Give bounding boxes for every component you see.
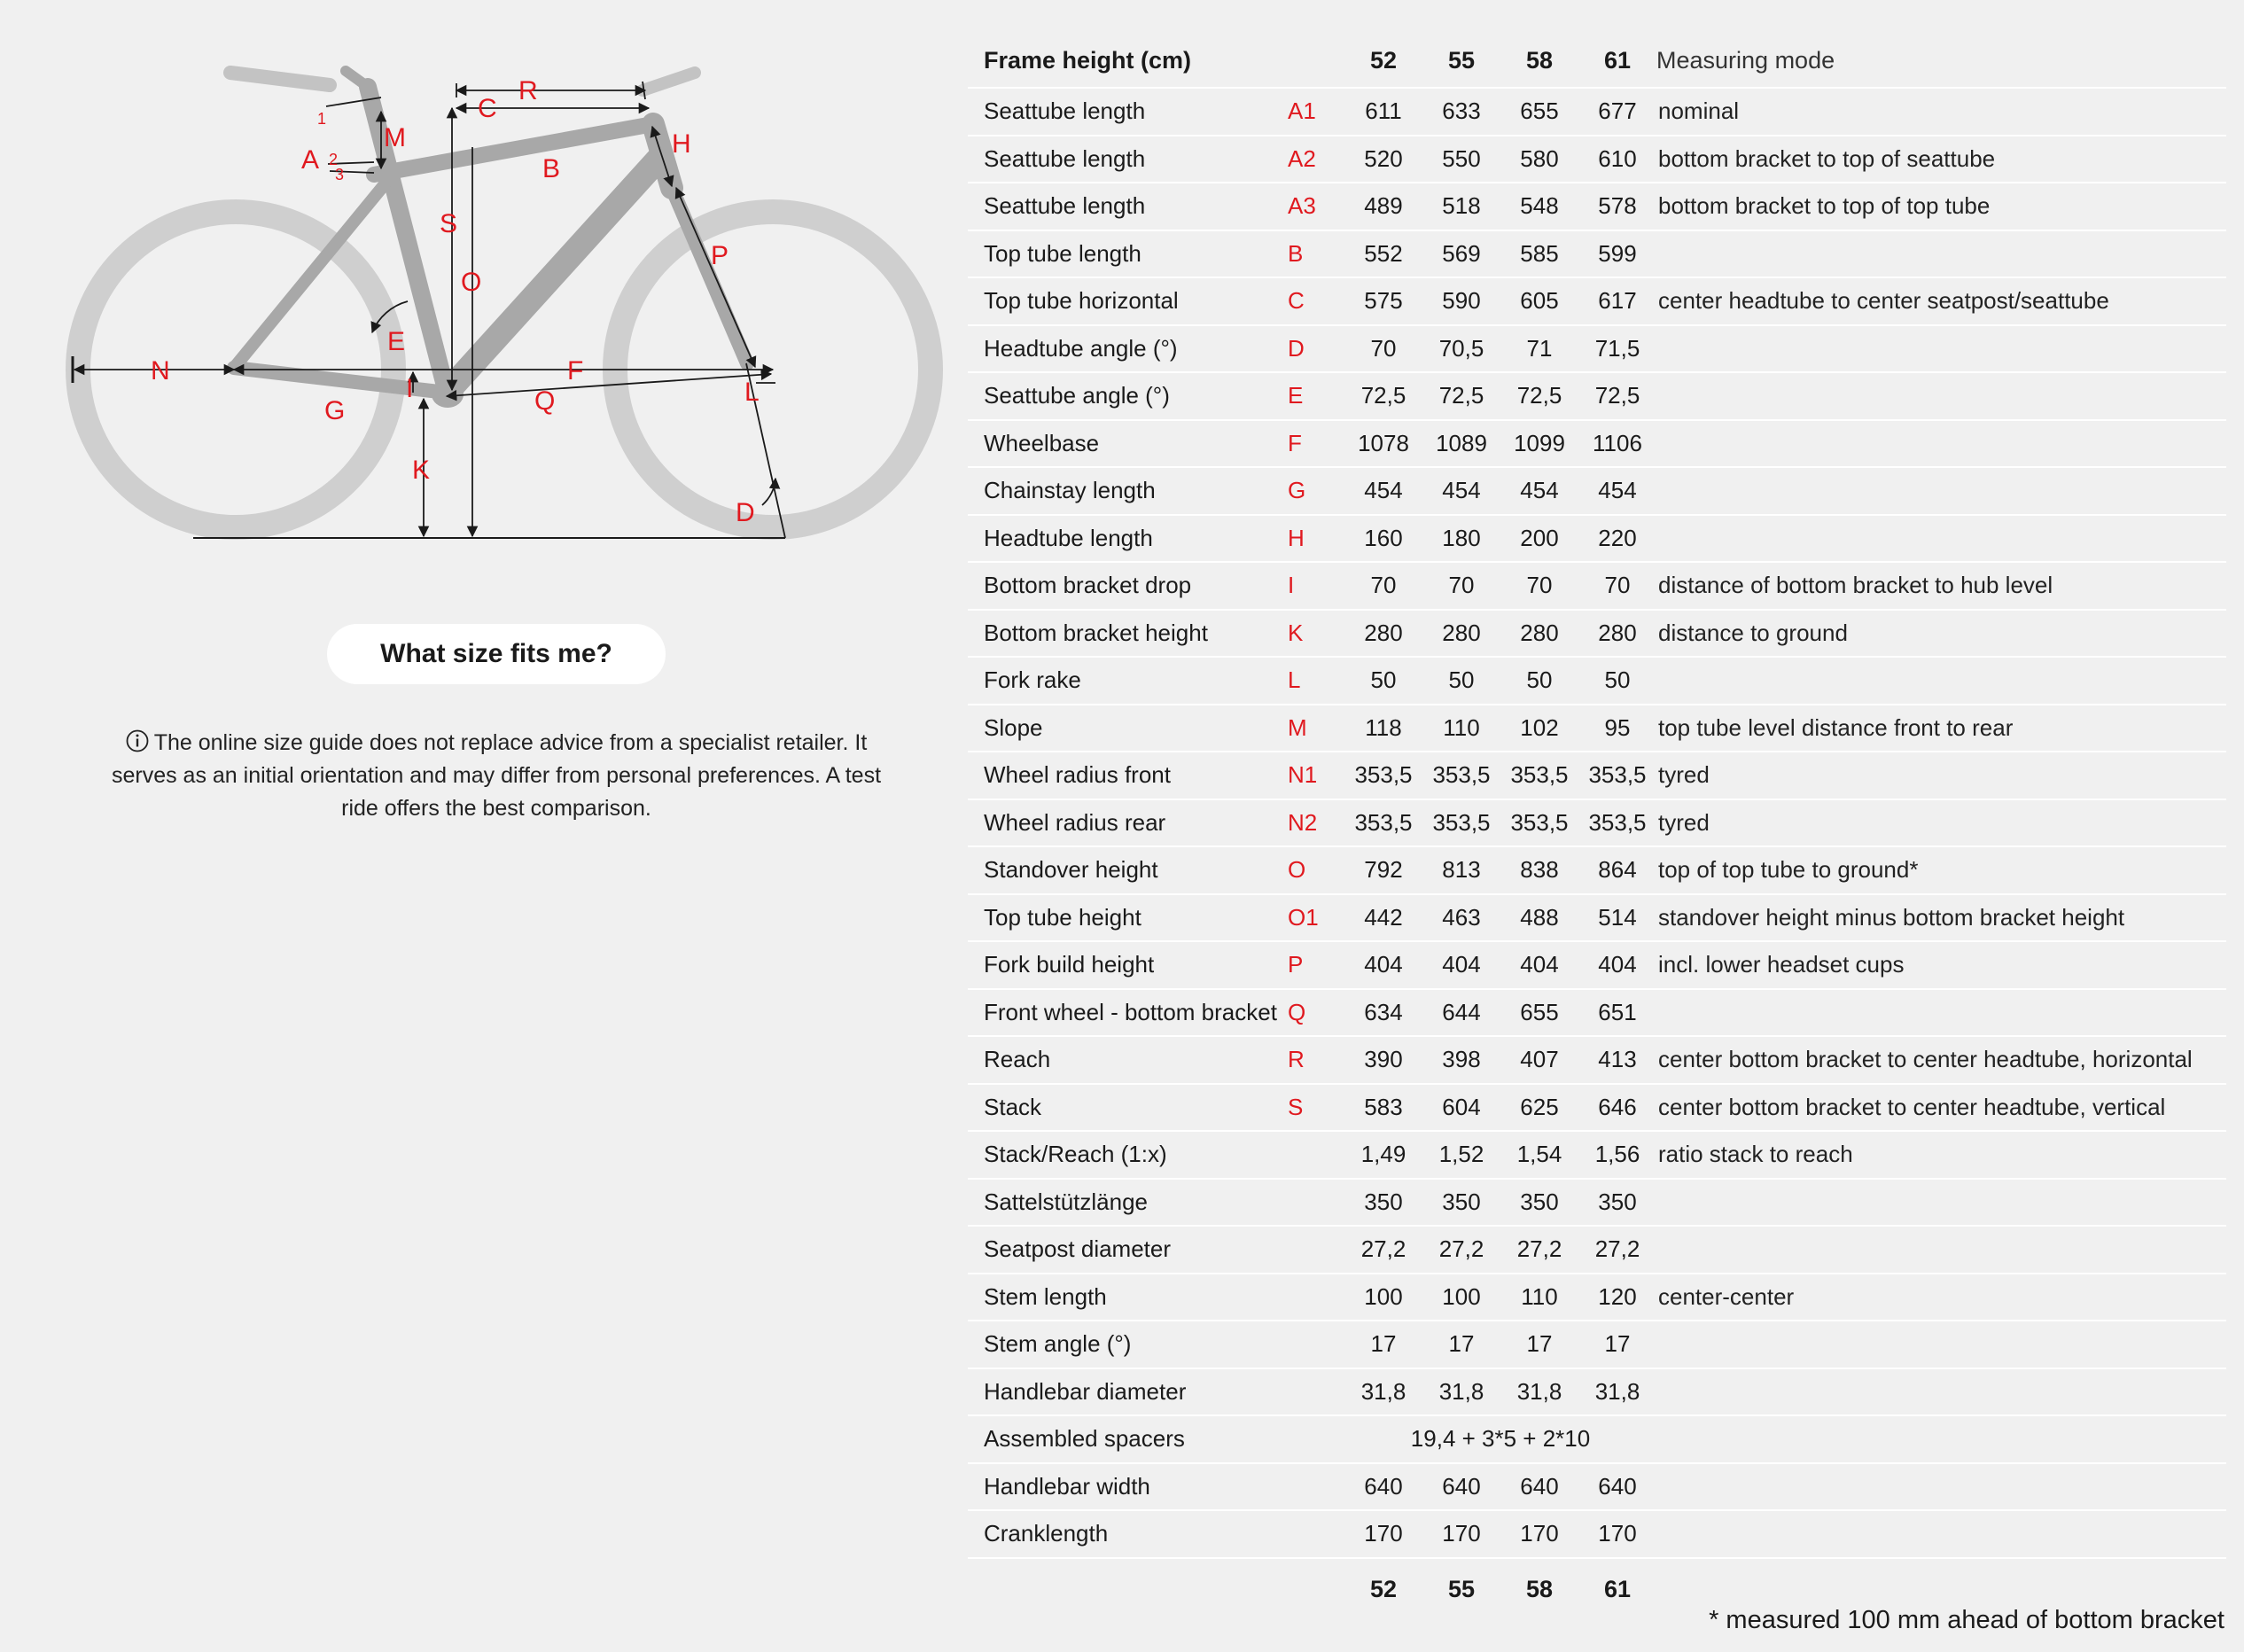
- label-g: G: [324, 396, 346, 425]
- row-name: Seatpost diameter: [968, 1226, 1288, 1274]
- frame-height-header: Frame height (cm): [968, 34, 1288, 88]
- table-row: [968, 1368, 2226, 1416]
- row-name: Front wheel - bottom bracket: [968, 989, 1288, 1037]
- label-i: I: [406, 374, 414, 403]
- footnote: * measured 100 mm ahead of bottom bracket: [1709, 1606, 2225, 1634]
- row-name: Handlebar width: [968, 1463, 1288, 1511]
- row-name: Headtube angle (°): [968, 325, 1288, 373]
- row-value: 677: [1578, 88, 1656, 136]
- row-value: 102: [1500, 705, 1578, 752]
- bike-geometry-diagram: [53, 35, 957, 549]
- row-measuring-mode: tyred: [1656, 799, 2226, 847]
- label-p: P: [711, 241, 729, 270]
- label-k: K: [412, 456, 431, 485]
- row-measuring-mode: [1656, 1368, 2226, 1416]
- row-value: 353,5: [1422, 799, 1500, 847]
- label-q: Q: [534, 386, 556, 416]
- row-value: 280: [1344, 610, 1422, 658]
- row-value: 17: [1578, 1321, 1656, 1368]
- label-m: M: [384, 123, 406, 152]
- row-name: Wheel radius rear: [968, 799, 1288, 847]
- table-row: [968, 799, 2226, 847]
- row-value: 1,52: [1422, 1131, 1500, 1179]
- row-value: 353,5: [1344, 752, 1422, 799]
- table-row: [968, 136, 2226, 183]
- row-name: Sattelstützlänge: [968, 1179, 1288, 1227]
- table-row: [968, 894, 2226, 942]
- row-code: O: [1288, 846, 1344, 894]
- row-name: Stack: [968, 1084, 1288, 1132]
- row-value: 404: [1500, 941, 1578, 989]
- row-value: 70: [1344, 325, 1422, 373]
- row-name: Chainstay length: [968, 467, 1288, 515]
- row-value: 350: [1578, 1179, 1656, 1227]
- row-value: 569: [1422, 230, 1500, 278]
- row-value: 160: [1344, 515, 1422, 563]
- row-value: 640: [1500, 1463, 1578, 1511]
- table-row: [968, 1226, 2226, 1274]
- measuring-mode-header: Measuring mode: [1656, 34, 2226, 88]
- table-row: [968, 1036, 2226, 1084]
- row-code: [1288, 1415, 1344, 1463]
- row-value: 634: [1344, 989, 1422, 1037]
- row-value: 404: [1422, 941, 1500, 989]
- row-name: Stem angle (°): [968, 1321, 1288, 1368]
- row-value: 1106: [1578, 420, 1656, 468]
- row-value: 514: [1578, 894, 1656, 942]
- row-name: Stack/Reach (1:x): [968, 1131, 1288, 1179]
- row-name: Bottom bracket height: [968, 610, 1288, 658]
- row-value: 280: [1578, 610, 1656, 658]
- row-value: 72,5: [1500, 372, 1578, 420]
- row-measuring-mode: bottom bracket to top of top tube: [1656, 183, 2226, 230]
- row-measuring-mode: [1656, 657, 2226, 705]
- label-o: O: [461, 268, 482, 297]
- row-code: M: [1288, 705, 1344, 752]
- row-value: 170: [1344, 1510, 1422, 1558]
- row-measuring-mode: [1656, 1463, 2226, 1511]
- row-value: 520: [1344, 136, 1422, 183]
- geometry-table: [968, 34, 2226, 1621]
- row-value: 1,54: [1500, 1131, 1578, 1179]
- row-code: Q: [1288, 989, 1344, 1037]
- row-value: 170: [1500, 1510, 1578, 1558]
- row-value: 575: [1344, 277, 1422, 325]
- row-name: Seattube length: [968, 88, 1288, 136]
- table-row: [968, 610, 2226, 658]
- size-header: 55: [1422, 34, 1500, 88]
- size-footer: 55: [1447, 1576, 1476, 1602]
- row-code: H: [1288, 515, 1344, 563]
- row-code: A1: [1288, 88, 1344, 136]
- row-measuring-mode: tyred: [1656, 752, 2226, 799]
- table-row: [968, 705, 2226, 752]
- row-value: 280: [1422, 610, 1500, 658]
- label-a-sub2: 2: [329, 151, 339, 168]
- row-value: 864: [1578, 846, 1656, 894]
- row-value: 644: [1422, 989, 1500, 1037]
- disclaimer-text: The online size guide does not replace advice from a specialist retailer. It serves as an initial orientation and may differ from personal preferences. A test ride offers the best comparison.: [111, 730, 882, 821]
- row-value: 72,5: [1422, 372, 1500, 420]
- row-value: 604: [1422, 1084, 1500, 1132]
- label-r: R: [518, 76, 538, 105]
- row-code: N1: [1288, 752, 1344, 799]
- row-value: 350: [1500, 1179, 1578, 1227]
- row-value: 170: [1578, 1510, 1656, 1558]
- row-value: 610: [1578, 136, 1656, 183]
- row-value: 110: [1422, 705, 1500, 752]
- row-measuring-mode: ratio stack to reach: [1656, 1131, 2226, 1179]
- row-code: [1288, 1368, 1344, 1416]
- row-code: E: [1288, 372, 1344, 420]
- row-value: 590: [1422, 277, 1500, 325]
- row-value: 70: [1500, 562, 1578, 610]
- row-value: 454: [1344, 467, 1422, 515]
- table-row: [968, 325, 2226, 373]
- row-name: Wheel radius front: [968, 752, 1288, 799]
- table-row: [968, 1321, 2226, 1368]
- info-icon: [126, 729, 149, 752]
- row-code: C: [1288, 277, 1344, 325]
- row-name: Headtube length: [968, 515, 1288, 563]
- row-name: Seattube length: [968, 136, 1288, 183]
- row-value: 70: [1344, 562, 1422, 610]
- label-a-sub1: 1: [317, 110, 327, 128]
- row-value: 17: [1344, 1321, 1422, 1368]
- row-value: 413: [1578, 1036, 1656, 1084]
- row-name: Slope: [968, 705, 1288, 752]
- table-row: [968, 183, 2226, 230]
- row-measuring-mode: [1656, 325, 2226, 373]
- label-f: F: [567, 356, 584, 386]
- label-c: C: [478, 94, 497, 123]
- size-header: 58: [1500, 34, 1578, 88]
- row-value: 170: [1422, 1510, 1500, 1558]
- row-value: 50: [1500, 657, 1578, 705]
- row-value: 27,2: [1578, 1226, 1656, 1274]
- row-value: 100: [1344, 1274, 1422, 1321]
- row-value: 350: [1422, 1179, 1500, 1227]
- row-measuring-mode: bottom bracket to top of seattube: [1656, 136, 2226, 183]
- row-value: 578: [1578, 183, 1656, 230]
- row-measuring-mode: center bottom bracket to center headtube, horizontal: [1656, 1036, 2226, 1084]
- row-value: 31,8: [1500, 1368, 1578, 1416]
- table-row: [968, 752, 2226, 799]
- row-measuring-mode: [1656, 1179, 2226, 1227]
- row-code: R: [1288, 1036, 1344, 1084]
- row-value: 71,5: [1578, 325, 1656, 373]
- table-row: [968, 1179, 2226, 1227]
- row-name: Fork build height: [968, 941, 1288, 989]
- row-code: [1288, 1510, 1344, 1558]
- table-row: [968, 1510, 2226, 1558]
- label-d: D: [736, 498, 755, 527]
- row-value: 463: [1422, 894, 1500, 942]
- row-value: 17: [1422, 1321, 1500, 1368]
- row-value: 70: [1422, 562, 1500, 610]
- row-name: Top tube length: [968, 230, 1288, 278]
- row-measuring-mode: [1656, 1510, 2226, 1558]
- table-row: [968, 562, 2226, 610]
- row-name: Cranklength: [968, 1510, 1288, 1558]
- row-value: 454: [1578, 467, 1656, 515]
- table-row: [968, 941, 2226, 989]
- row-value: 353,5: [1500, 799, 1578, 847]
- size-footer: 58: [1525, 1576, 1554, 1602]
- row-value: 180: [1422, 515, 1500, 563]
- row-value: 585: [1500, 230, 1578, 278]
- label-a: A: [301, 145, 320, 175]
- row-code: I: [1288, 562, 1344, 610]
- row-value: 118: [1344, 705, 1422, 752]
- row-value: 17: [1500, 1321, 1578, 1368]
- row-measuring-mode: center bottom bracket to center headtube, vertical: [1656, 1084, 2226, 1132]
- row-code: [1288, 1463, 1344, 1511]
- row-value: 72,5: [1578, 372, 1656, 420]
- row-measuring-mode: center headtube to center seatpost/seattube: [1656, 277, 2226, 325]
- row-value: 71: [1500, 325, 1578, 373]
- row-measuring-mode: [1656, 467, 2226, 515]
- row-value: 70: [1578, 562, 1656, 610]
- row-value: 489: [1344, 183, 1422, 230]
- row-code: [1288, 1226, 1344, 1274]
- table-row: [968, 657, 2226, 705]
- row-code: G: [1288, 467, 1344, 515]
- row-value: 640: [1344, 1463, 1422, 1511]
- row-value: 454: [1422, 467, 1500, 515]
- row-measuring-mode: [1656, 515, 2226, 563]
- row-name: Bottom bracket drop: [968, 562, 1288, 610]
- row-value: 518: [1422, 183, 1500, 230]
- size-guide-disclaimer: [97, 727, 895, 825]
- table-row: [968, 1463, 2226, 1511]
- label-a-sub3: 3: [335, 166, 345, 183]
- row-value: 580: [1500, 136, 1578, 183]
- row-value: 27,2: [1422, 1226, 1500, 1274]
- row-value-spanned: 19,4 + 3*5 + 2*10: [1344, 1415, 1656, 1463]
- row-value: 353,5: [1422, 752, 1500, 799]
- size-header: 52: [1344, 34, 1422, 88]
- row-value: 454: [1500, 467, 1578, 515]
- row-code: O1: [1288, 894, 1344, 942]
- row-value: 220: [1578, 515, 1656, 563]
- row-measuring-mode: standover height minus bottom bracket height: [1656, 894, 2226, 942]
- row-value: 813: [1422, 846, 1500, 894]
- table-row: [968, 230, 2226, 278]
- size-footer: 52: [1369, 1576, 1398, 1602]
- row-value: 404: [1578, 941, 1656, 989]
- row-value: 605: [1500, 277, 1578, 325]
- row-measuring-mode: center-center: [1656, 1274, 2226, 1321]
- row-name: Stem length: [968, 1274, 1288, 1321]
- row-value: 599: [1578, 230, 1656, 278]
- row-value: 50: [1578, 657, 1656, 705]
- row-value: 838: [1500, 846, 1578, 894]
- row-value: 548: [1500, 183, 1578, 230]
- row-value: 31,8: [1344, 1368, 1422, 1416]
- row-value: 27,2: [1344, 1226, 1422, 1274]
- size-footer: 61: [1603, 1576, 1632, 1602]
- row-code: F: [1288, 420, 1344, 468]
- row-measuring-mode: incl. lower headset cups: [1656, 941, 2226, 989]
- row-code: L: [1288, 657, 1344, 705]
- row-value: 583: [1344, 1084, 1422, 1132]
- table-row: [968, 88, 2226, 136]
- table-row: [968, 1131, 2226, 1179]
- row-measuring-mode: [1656, 989, 2226, 1037]
- row-measuring-mode: [1656, 230, 2226, 278]
- label-b: B: [542, 154, 561, 183]
- row-value: 640: [1578, 1463, 1656, 1511]
- row-code: D: [1288, 325, 1344, 373]
- row-value: 31,8: [1578, 1368, 1656, 1416]
- row-value: 1078: [1344, 420, 1422, 468]
- row-value: 625: [1500, 1084, 1578, 1132]
- row-value: 120: [1578, 1274, 1656, 1321]
- table-row: [968, 1415, 2226, 1463]
- row-value: 1089: [1422, 420, 1500, 468]
- row-code: [1288, 1321, 1344, 1368]
- label-h: H: [672, 129, 691, 159]
- row-value: 655: [1500, 88, 1578, 136]
- row-value: 31,8: [1422, 1368, 1500, 1416]
- row-name: Reach: [968, 1036, 1288, 1084]
- row-measuring-mode: nominal: [1656, 88, 2226, 136]
- row-name: Top tube height: [968, 894, 1288, 942]
- row-code: P: [1288, 941, 1344, 989]
- row-value: 1,49: [1344, 1131, 1422, 1179]
- row-name: Standover height: [968, 846, 1288, 894]
- row-code: A3: [1288, 183, 1344, 230]
- size-header: 61: [1578, 34, 1656, 88]
- row-value: 27,2: [1500, 1226, 1578, 1274]
- row-measuring-mode: [1656, 1226, 2226, 1274]
- label-e: E: [387, 327, 406, 356]
- left-panel: [0, 0, 993, 1652]
- table-row: [968, 420, 2226, 468]
- row-value: 404: [1344, 941, 1422, 989]
- row-value: 1,56: [1578, 1131, 1656, 1179]
- row-value: 353,5: [1578, 799, 1656, 847]
- row-value: 792: [1344, 846, 1422, 894]
- row-value: 651: [1578, 989, 1656, 1037]
- row-code: [1288, 1179, 1344, 1227]
- row-value: 407: [1500, 1036, 1578, 1084]
- row-code: K: [1288, 610, 1344, 658]
- row-name: Wheelbase: [968, 420, 1288, 468]
- row-value: 488: [1500, 894, 1578, 942]
- row-code: S: [1288, 1084, 1344, 1132]
- row-code: [1288, 1131, 1344, 1179]
- row-value: 353,5: [1500, 752, 1578, 799]
- row-value: 552: [1344, 230, 1422, 278]
- row-measuring-mode: [1656, 1415, 2226, 1463]
- row-value: 353,5: [1344, 799, 1422, 847]
- row-name: Handlebar diameter: [968, 1368, 1288, 1416]
- row-value: 550: [1422, 136, 1500, 183]
- table-row: [968, 467, 2226, 515]
- table-header-row: [968, 34, 2226, 88]
- row-value: 70,5: [1422, 325, 1500, 373]
- table-row: [968, 1084, 2226, 1132]
- row-value: 353,5: [1578, 752, 1656, 799]
- row-name: Fork rake: [968, 657, 1288, 705]
- row-name: Assembled spacers: [968, 1415, 1288, 1463]
- row-value: 617: [1578, 277, 1656, 325]
- label-l: L: [744, 378, 760, 407]
- row-measuring-mode: [1656, 1321, 2226, 1368]
- row-code: B: [1288, 230, 1344, 278]
- row-value: 200: [1500, 515, 1578, 563]
- what-size-fits-me-button[interactable]: What size fits me?: [327, 624, 666, 684]
- row-value: 390: [1344, 1036, 1422, 1084]
- row-value: 398: [1422, 1036, 1500, 1084]
- row-value: 95: [1578, 705, 1656, 752]
- row-measuring-mode: [1656, 372, 2226, 420]
- row-name: Seattube angle (°): [968, 372, 1288, 420]
- label-n: N: [151, 356, 170, 386]
- row-code: N2: [1288, 799, 1344, 847]
- row-value: 646: [1578, 1084, 1656, 1132]
- table-row: [968, 1274, 2226, 1321]
- row-value: 633: [1422, 88, 1500, 136]
- row-code: [1288, 1274, 1344, 1321]
- row-value: 72,5: [1344, 372, 1422, 420]
- table-row: [968, 989, 2226, 1037]
- row-value: 611: [1344, 88, 1422, 136]
- row-value: 442: [1344, 894, 1422, 942]
- row-value: 50: [1344, 657, 1422, 705]
- row-measuring-mode: [1656, 420, 2226, 468]
- row-name: Seattube length: [968, 183, 1288, 230]
- label-s: S: [440, 209, 458, 238]
- row-value: 655: [1500, 989, 1578, 1037]
- row-value: 110: [1500, 1274, 1578, 1321]
- table-row: [968, 372, 2226, 420]
- table-row: [968, 846, 2226, 894]
- row-measuring-mode: top tube level distance front to rear: [1656, 705, 2226, 752]
- table-row: [968, 515, 2226, 563]
- row-value: 50: [1422, 657, 1500, 705]
- row-name: Top tube horizontal: [968, 277, 1288, 325]
- row-value: 640: [1422, 1463, 1500, 1511]
- row-measuring-mode: distance of bottom bracket to hub level: [1656, 562, 2226, 610]
- row-value: 350: [1344, 1179, 1422, 1227]
- row-value: 100: [1422, 1274, 1500, 1321]
- row-value: 1099: [1500, 420, 1578, 468]
- row-value: 280: [1500, 610, 1578, 658]
- table-row: [968, 277, 2226, 325]
- row-measuring-mode: distance to ground: [1656, 610, 2226, 658]
- row-measuring-mode: top of top tube to ground*: [1656, 846, 2226, 894]
- row-code: A2: [1288, 136, 1344, 183]
